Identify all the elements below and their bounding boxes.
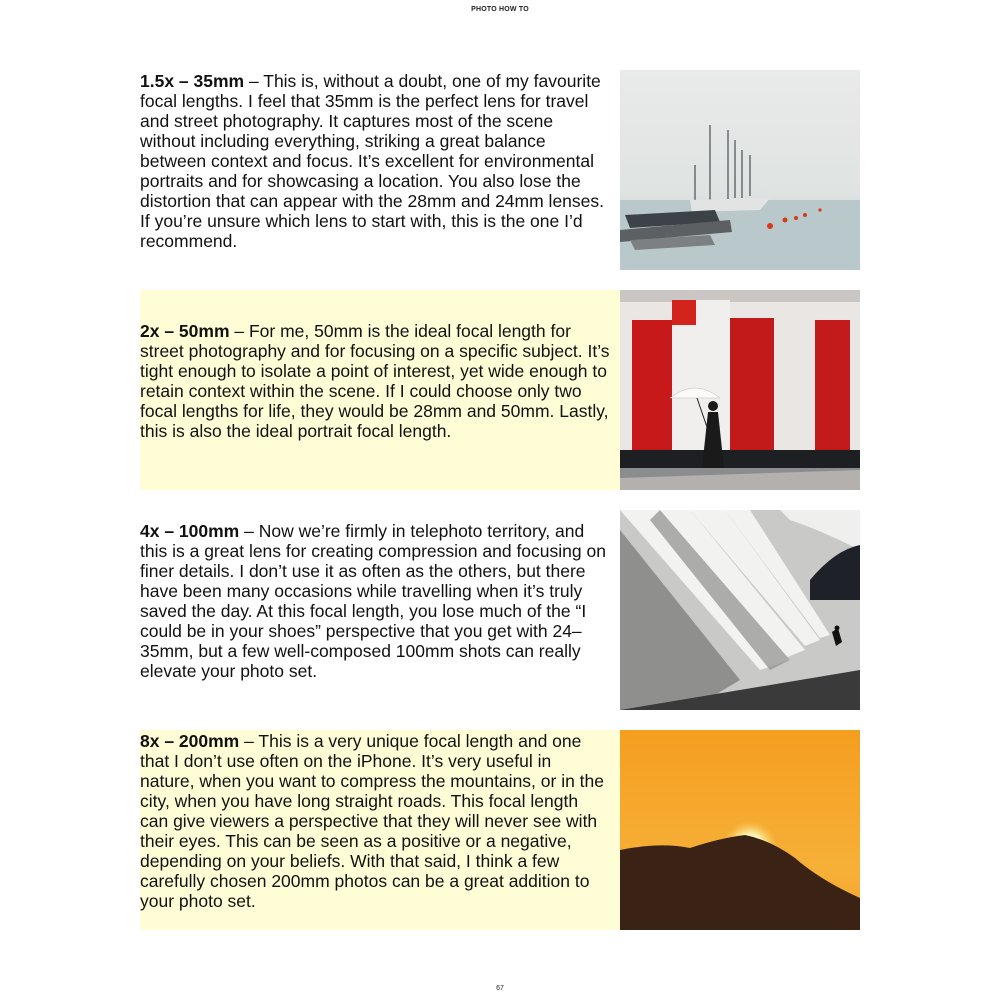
- harbor-photo: [620, 70, 860, 270]
- red-doors-photo: [620, 290, 860, 490]
- architecture-photo: [620, 510, 860, 710]
- section-heading: 8x – 200mm: [140, 731, 240, 751]
- section-text: [140, 71, 610, 251]
- section-heading: 1.5x – 35mm: [140, 71, 245, 91]
- running-header: PHOTO HOW TO: [471, 6, 529, 13]
- harbor-boats-image: [620, 70, 860, 270]
- section-50mm: [140, 290, 860, 490]
- architecture-ribs-image: [620, 510, 860, 710]
- section-body: – This is, without a doubt, one of my favourite focal lengths. I feel that 35mm is the perfect lens for travel and street photography. It captures most of the scene without including everything, striking a great balance between context and focus. It’s excellent for environmental portraits and for showcasing a location. You also lose the distortion that can appear with the 28mm and 24mm lenses. If you’re unsure which lens to start with, this is the one I’d recommend.: [140, 71, 604, 251]
- section-body: – This is a very unique focal length and one that I don’t use often on the iPhone. It’s very useful in nature, when you want to compress the mountains, or in the city, when you have long straight roads. This focal length can give viewers a perspective that they will never see with their eyes. This can be seen as a positive or a negative, depending on your beliefs. With that said, I think a few carefully chosen 200mm photos can be a great addition to your photo set.: [140, 731, 605, 911]
- red-doors-umbrella-image: [620, 290, 860, 490]
- section-100mm: [140, 510, 860, 710]
- section-heading: 4x – 100mm: [140, 521, 240, 541]
- sunset-photo: [620, 730, 860, 930]
- section-text: [140, 521, 610, 681]
- sunset-mountain-image: [620, 730, 860, 930]
- page-number: 67: [496, 985, 504, 992]
- section-body: – For me, 50mm is the ideal focal length for street photography and for focusing on a specific subject. It’s tight enough to isolate a point of interest, yet wide enough to retain context within the scene. If I could choose only two focal lengths for life, they would be 28mm and 50mm. Lastly, this is also the ideal portrait focal length.: [140, 321, 610, 441]
- section-body: – Now we’re firmly in telephoto territory, and this is a great lens for creating compression and focusing on finer details. I don’t use it as often as the others, but there have been many occasions while travelling when it’s truly saved the day. At this focal length, you lose much of the “I could be in your shoes” perspective that you get with 24–35mm, but a few well-composed 100mm shots can really elevate your photo set.: [140, 521, 606, 681]
- section-text: [140, 731, 610, 911]
- section-35mm: [140, 70, 860, 270]
- section-heading: 2x – 50mm: [140, 321, 230, 341]
- section-text: [140, 321, 610, 441]
- section-200mm: [140, 730, 860, 930]
